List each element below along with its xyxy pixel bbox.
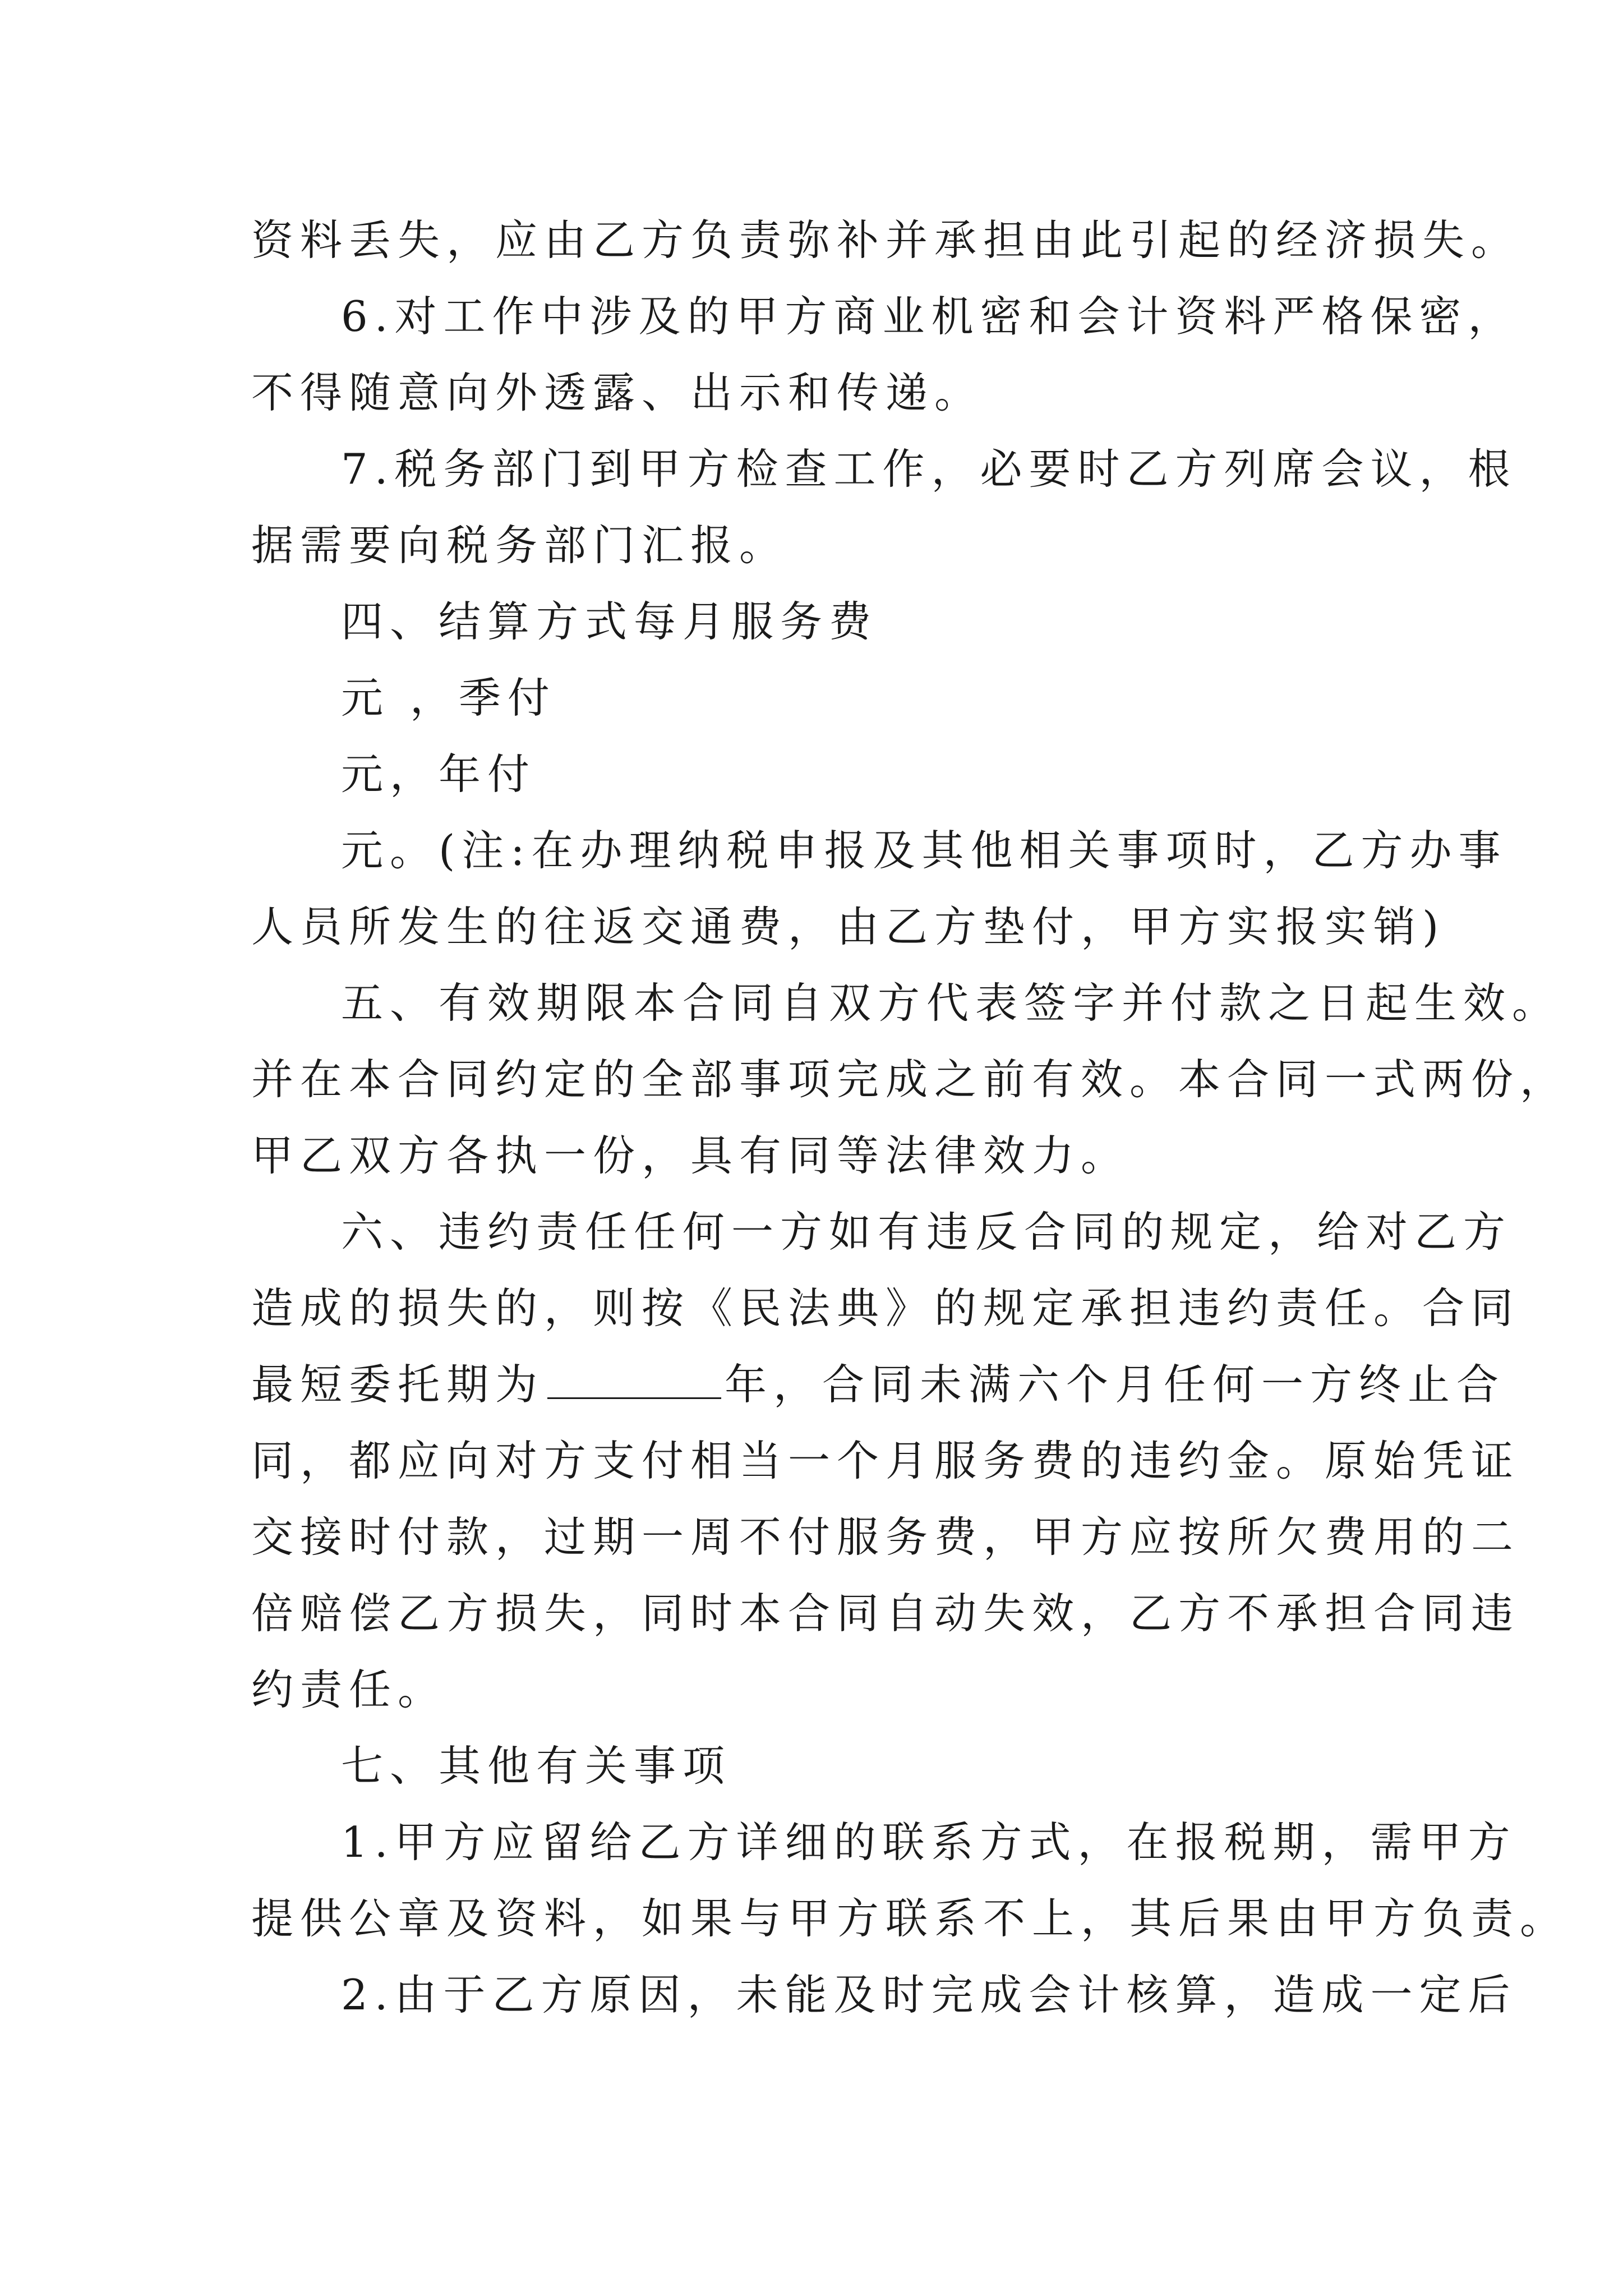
term-suffix: 年，合同未满六个月任何一方终止合: [725, 1360, 1506, 1409]
text-line-1: 资料丢失，应由乙方负责弥补并承担由此引起的经济损失。: [251, 215, 1520, 265]
clause-6-line-1: 6.对工作中涉及的甲方商业机密和会计资料严格保密，: [341, 292, 1517, 341]
section-6-line-5: 交接时付款，过期一周不付服务费，甲方应按所欠费用的二: [251, 1512, 1520, 1562]
section-7-item-1-line-1: 1.甲方应留给乙方详细的联系方式，在报税期，需甲方: [341, 1818, 1517, 1867]
section-4-yearly: 元，年付: [341, 749, 537, 799]
section-6-line-1: 六、违约责任任何一方如有违反合同的规定，给对乙方: [341, 1207, 1513, 1257]
section-7-item-2-line-1: 2.由于乙方原因，未能及时完成会计核算，造成一定后: [341, 1970, 1517, 2019]
section-6-line-3: [251, 1346, 1506, 1423]
section-4-note-line-1: 元。(注:在办理纳税申报及其他相关事项时，乙方办事: [341, 826, 1507, 875]
section-5-line-2: 并在本合同约定的全部事项完成之前有效。本合同一式两份，: [251, 1055, 1569, 1104]
section-6-line-7: 约责任。: [251, 1665, 447, 1714]
section-4-note-line-2: 人员所发生的往返交通费，由乙方垫付，甲方实报实销): [251, 902, 1446, 951]
section-4-quarterly: 元 ，季付: [341, 673, 556, 723]
section-7-heading: 七、其他有关事项: [341, 1741, 732, 1791]
section-5-line-3: 甲乙双方各执一份，具有同等法律效力。: [251, 1131, 1130, 1180]
section-6-line-4: 同，都应向对方支付相当一个月服务费的违约金。原始凭证: [251, 1436, 1520, 1485]
clause-6-line-2: 不得随意向外透露、出示和传递。: [251, 368, 984, 417]
section-6-line-2: 造成的损失的，则按《民法典》的规定承担违约责任。合同: [251, 1283, 1520, 1333]
clause-7-line-2: 据需要向税务部门汇报。: [251, 521, 789, 570]
term-blank-field[interactable]: [547, 1355, 721, 1399]
section-4-heading: 四、结算方式每月服务费: [341, 597, 878, 646]
section-7-item-1-line-2: 提供公章及资料，如果与甲方联系不上，其后果由甲方负责。: [251, 1894, 1569, 1943]
section-6-line-6: 倍赔偿乙方损失，同时本合同自动失效，乙方不承担合同违: [251, 1589, 1520, 1638]
contract-body: [251, 202, 1569, 2033]
term-label: 最短委托期为: [251, 1360, 545, 1409]
section-5-line-1: 五、有效期限本合同自双方代表签字并付款之日起生效。: [341, 978, 1561, 1028]
clause-7-line-1: 7.税务部门到甲方检查工作，必要时乙方列席会议，根: [341, 444, 1517, 494]
